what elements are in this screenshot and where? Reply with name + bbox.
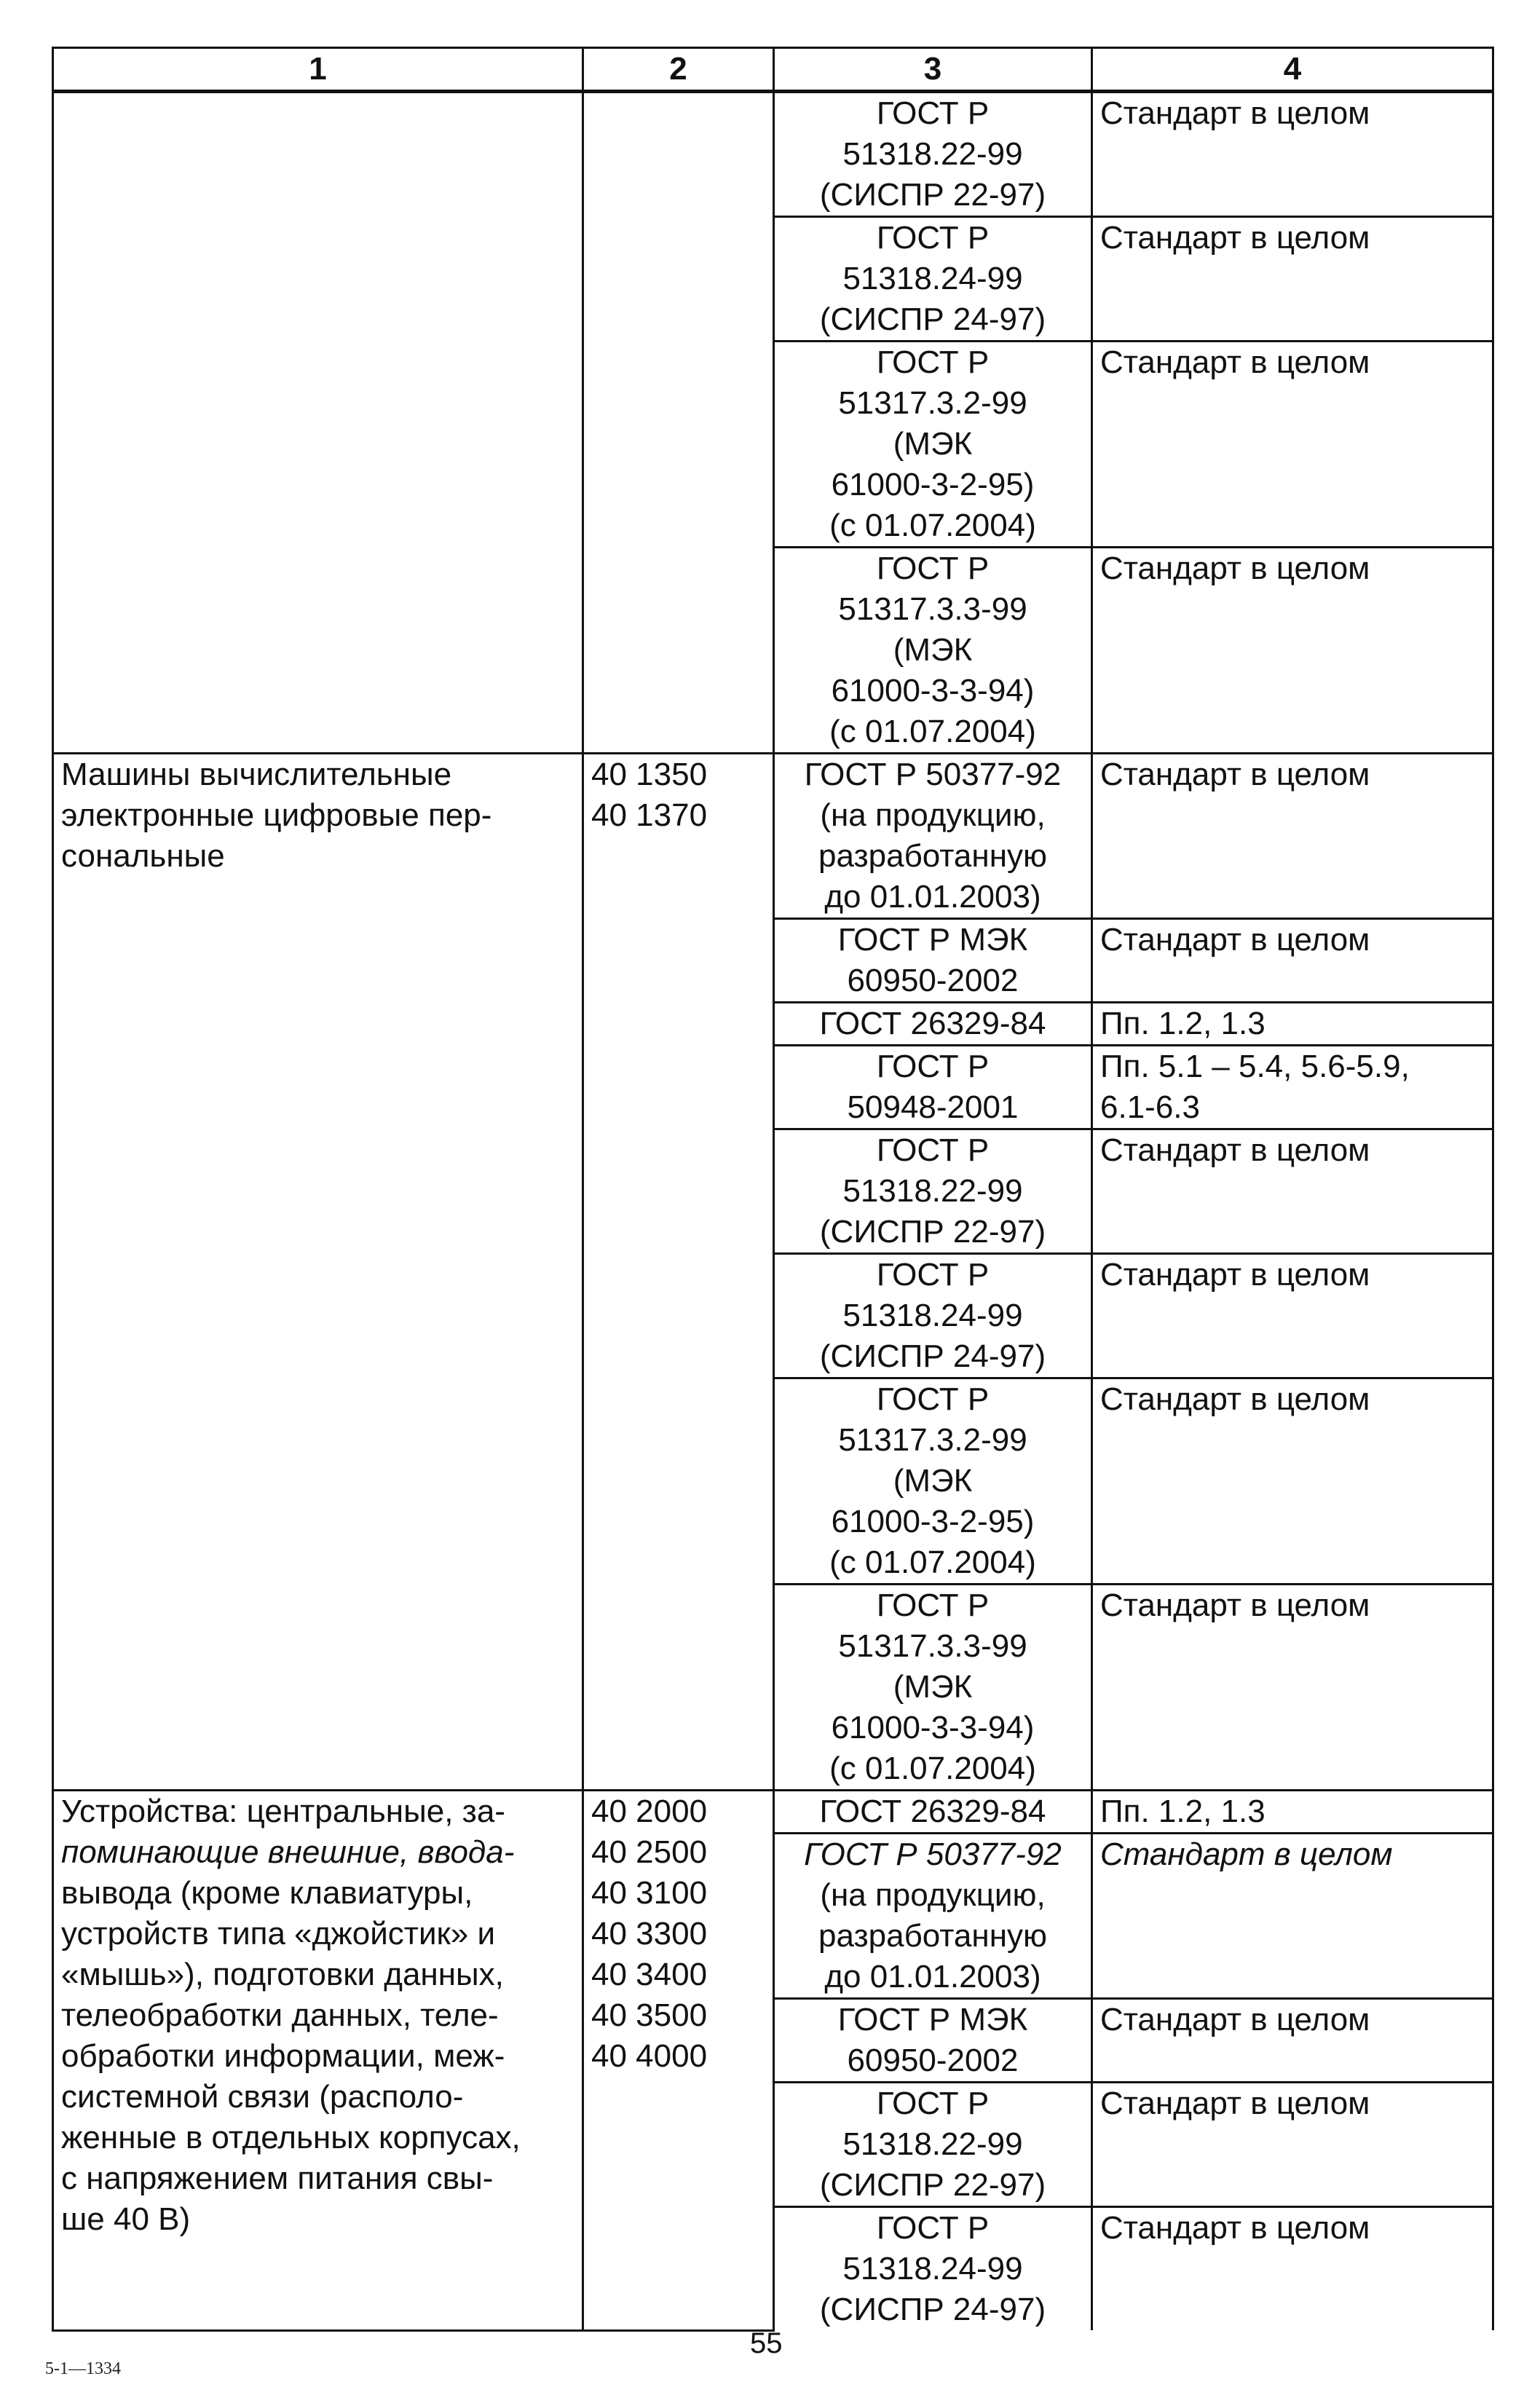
scope-cell: Стандарт в целом	[1092, 217, 1493, 342]
standard-line-rest: (на продукцию, разработанную до 01.01.2003)	[818, 1877, 1047, 1995]
standard-cell: ГОСТ Р 51317.3.2-99 (МЭК 61000-3-2-95) (с 01.07.2004)	[774, 1378, 1092, 1585]
standard-cell: ГОСТ Р 51317.3.2-99 (МЭК 61000-3-2-95) (с 01.07.2004)	[774, 342, 1092, 548]
standard-cell: ГОСТ Р МЭК 60950-2002	[774, 919, 1092, 1003]
product-cell: Машины вычислительные электронные цифровые пер- сональные	[53, 754, 583, 1791]
standard-cell: ГОСТ Р 51318.24-99 (СИСПР 24-97)	[774, 2207, 1092, 2331]
print-code: 5-1—1334	[45, 2359, 121, 2378]
product-cell	[53, 1791, 583, 2331]
standard-cell: ГОСТ Р 51318.24-99 (СИСПР 24-97)	[774, 1254, 1092, 1378]
page-number: 55	[750, 2327, 783, 2359]
standard-cell: ГОСТ 26329-84	[774, 1003, 1092, 1046]
product-line-2-italic: поминающие внешние, ввода-	[61, 1834, 515, 1870]
scope-cell: Стандарт в целом	[1092, 1254, 1493, 1378]
standard-cell: ГОСТ Р 51318.22-99 (СИСПР 22-97)	[774, 92, 1092, 217]
scope-cell: Пп. 1.2, 1.3	[1092, 1791, 1493, 1834]
scope-cell: Стандарт в целом	[1092, 2207, 1493, 2331]
scope-cell: Стандарт в целом	[1092, 2083, 1493, 2207]
scope-cell: Стандарт в целом	[1092, 342, 1493, 548]
scope-cell: Стандарт в целом	[1092, 754, 1493, 919]
table-row	[53, 92, 1493, 217]
scope-cell: Стандарт в целом	[1092, 919, 1493, 1003]
code-cell	[583, 92, 774, 754]
standard-cell: ГОСТ Р 51318.22-99 (СИСПР 22-97)	[774, 1129, 1092, 1254]
table-header-row	[53, 48, 1493, 92]
standard-cell: ГОСТ Р МЭК 60950-2002	[774, 1999, 1092, 2083]
header-col-1: 1	[53, 48, 583, 92]
standards-table	[52, 47, 1494, 2332]
scope-cell: Стандарт в целом	[1092, 1585, 1493, 1791]
product-line-1: Устройства: центральные, за-	[61, 1794, 505, 1829]
standard-cell: ГОСТ Р 51318.22-99 (СИСПР 22-97)	[774, 2083, 1092, 2207]
standard-cell: ГОСТ Р 51318.24-99 (СИСПР 24-97)	[774, 217, 1092, 342]
scope-cell: Стандарт в целом	[1092, 1999, 1493, 2083]
scope-cell: Стандарт в целом	[1092, 548, 1493, 754]
table-row	[53, 754, 1493, 919]
standard-cell: ГОСТ Р 50948-2001	[774, 1046, 1092, 1129]
table-row	[53, 1791, 1493, 1834]
code-cell: 40 1350 40 1370	[583, 754, 774, 1791]
header-col-2: 2	[583, 48, 774, 92]
scope-cell: Стандарт в целом	[1092, 1378, 1493, 1585]
scope-cell: Стандарт в целом	[1092, 1129, 1493, 1254]
product-cell	[53, 92, 583, 754]
header-col-4: 4	[1092, 48, 1493, 92]
standard-line-italic: ГОСТ Р 50377-92	[804, 1836, 1062, 1872]
standard-cell	[774, 1834, 1092, 1999]
standard-cell: ГОСТ Р 50377-92 (на продукцию, разработанную до 01.01.2003)	[774, 754, 1092, 919]
standard-cell: ГОСТ Р 51317.3.3-99 (МЭК 61000-3-3-94) (с 01.07.2004)	[774, 548, 1092, 754]
scope-cell: Пп. 1.2, 1.3	[1092, 1003, 1493, 1046]
product-line-rest: вывода (кроме клавиатуры, устройств типа «джойстик» и «мышь»), подготовки данных, телеобработки данных, теле- обработки информации, меж- системной связи (располо- женные в отдельных корпусах, с напряжением питания свы- ше 40 В)	[61, 1875, 521, 2237]
scope-cell: Пп. 5.1 – 5.4, 5.6-5.9, 6.1-6.3	[1092, 1046, 1493, 1129]
standard-cell: ГОСТ Р 51317.3.3-99 (МЭК 61000-3-3-94) (с 01.07.2004)	[774, 1585, 1092, 1791]
code-cell: 40 2000 40 2500 40 3100 40 3300 40 3400 40 3500 40 4000	[583, 1791, 774, 2331]
header-col-3: 3	[774, 48, 1092, 92]
standard-cell: ГОСТ 26329-84	[774, 1791, 1092, 1834]
scope-cell: Стандарт в целом	[1092, 92, 1493, 217]
scope-cell: Стандарт в целом	[1092, 1834, 1493, 1999]
